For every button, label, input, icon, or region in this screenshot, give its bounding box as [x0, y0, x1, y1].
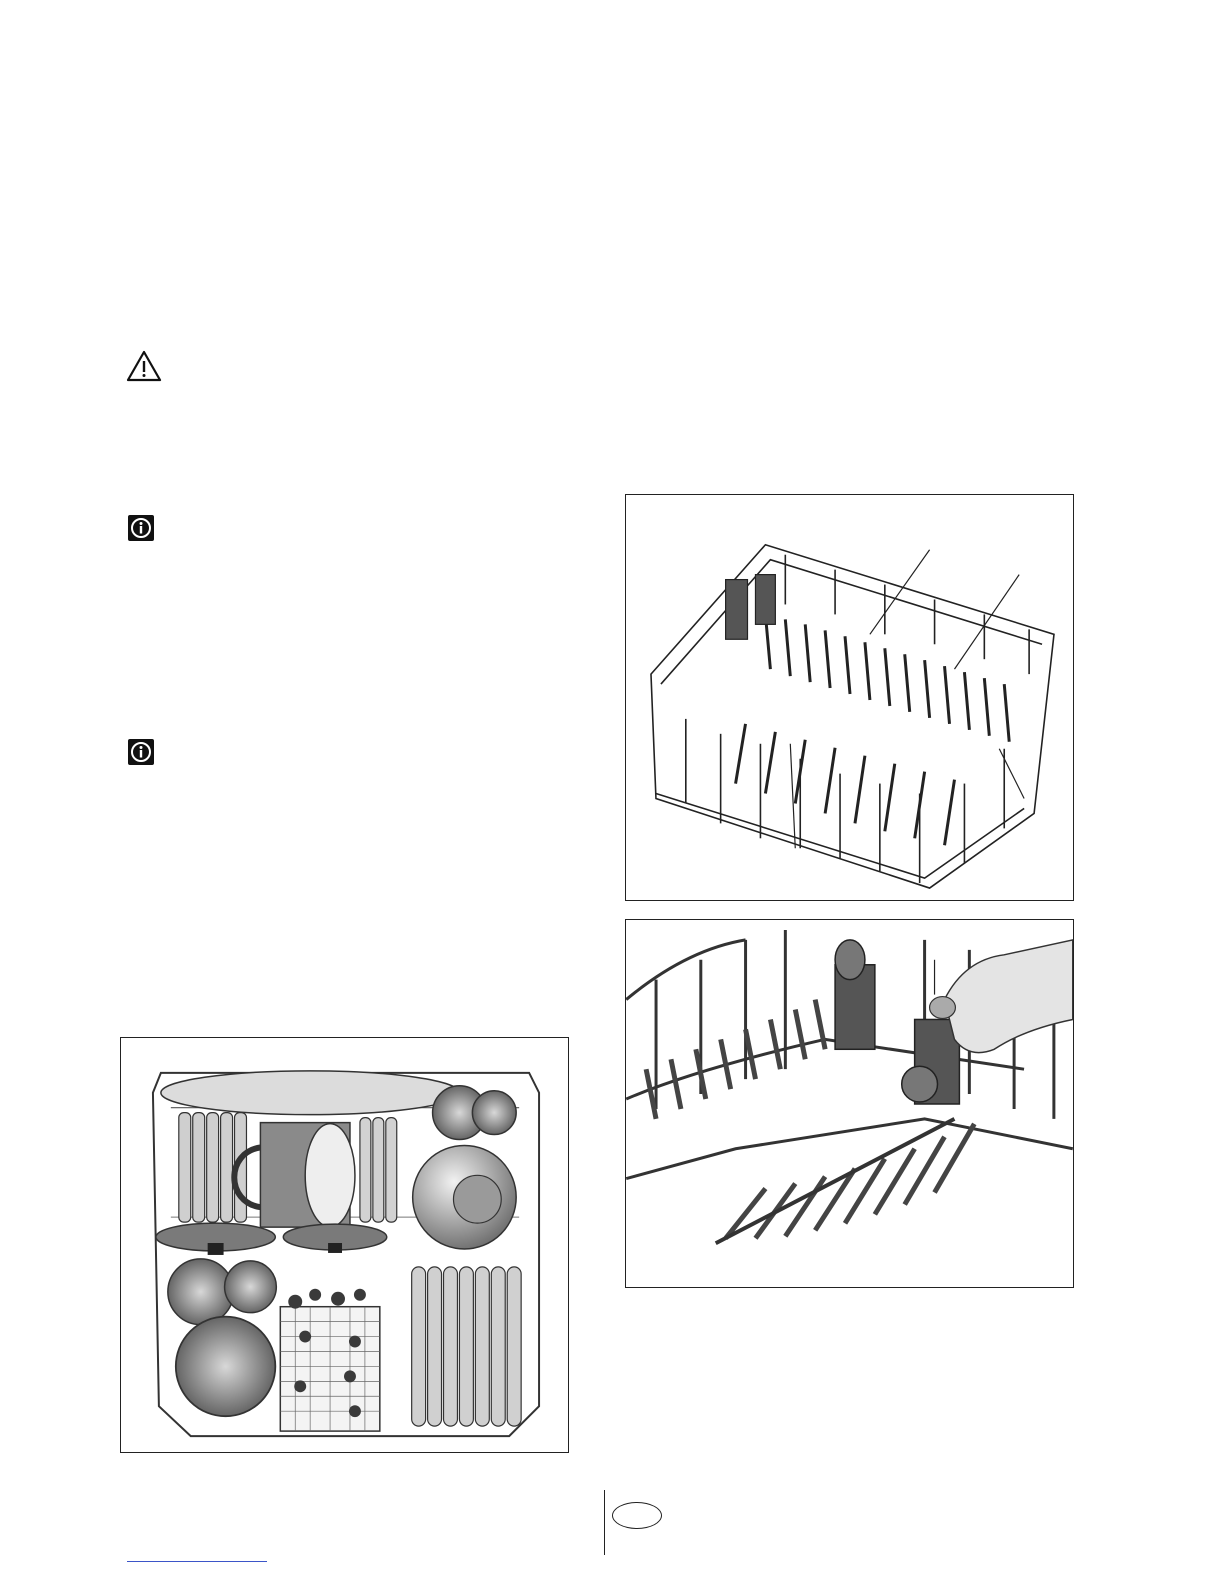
warning-icon: [126, 350, 162, 382]
basket-with-folding-racks-illustration: [625, 494, 1074, 901]
footer-link[interactable]: [127, 1545, 267, 1562]
page-divider: [604, 1490, 605, 1555]
info-icon: [128, 739, 154, 765]
lower-basket-loading-illustration: [120, 1037, 569, 1453]
info-icon: [128, 515, 154, 541]
folding-rack-adjustment-closeup: [625, 919, 1074, 1288]
language-badge: [612, 1502, 662, 1529]
